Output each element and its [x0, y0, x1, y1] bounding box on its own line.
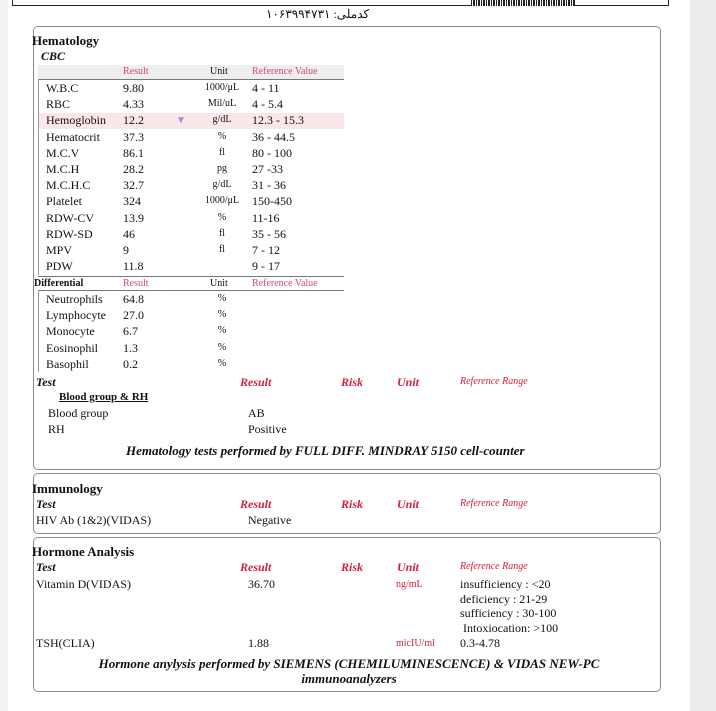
- cbc-row-name: Platelet: [46, 194, 82, 209]
- cbc-row-ref: 36 - 44.5: [252, 129, 295, 144]
- blood-risk-label: Risk: [341, 375, 364, 389]
- cbc-row-name: RDW-CV: [46, 210, 94, 225]
- diff-row-name: Monocyte: [46, 324, 95, 339]
- cbc-row-name: Hemoglobin: [46, 113, 106, 128]
- cbc-left-line: [38, 79, 39, 275]
- right-margin-strip: [690, 0, 716, 711]
- national-code: [266, 7, 369, 22]
- tsh-unit: micIU/ml: [396, 638, 435, 649]
- hormone-title: Hormone Analysis: [32, 544, 135, 559]
- cbc-row-ref: 80 - 100: [252, 145, 292, 160]
- hormone-ref-label: Reference Range: [460, 561, 528, 572]
- low-flag-icon: ▼: [176, 115, 186, 127]
- hormone-result-label: Result: [240, 560, 272, 574]
- hormone-unit-label: Unit: [397, 560, 420, 574]
- cbc-row-unit: 1000/μL: [204, 195, 240, 207]
- cbc-row-result: 13.9: [123, 210, 144, 225]
- hormone-test-label: Test: [36, 560, 56, 574]
- report-page: [8, 0, 690, 711]
- cbc-row-ref: 35 - 56: [252, 226, 286, 241]
- diff-row-result: 64.8: [123, 292, 144, 306]
- cbc-row-result: 4.33: [123, 97, 144, 112]
- cbc-row-ref: 7 - 12: [252, 243, 280, 257]
- cbc-col-result: Result: [123, 66, 149, 77]
- cbc-row-unit: g/dL: [212, 114, 232, 126]
- cbc-row-ref: 4 - 5.4: [252, 97, 283, 112]
- differential-title: Differential: [34, 278, 84, 289]
- barcode-strip: [471, 0, 575, 6]
- blood-unit-label: Unit: [397, 375, 420, 389]
- cbc-title: CBC: [41, 49, 66, 63]
- cbc-row-unit: fl: [218, 244, 226, 255]
- cbc-row-result: 32.7: [123, 178, 144, 193]
- immuno-ref-label: Reference Range: [460, 498, 528, 509]
- cbc-row-name: M.C.H.C: [46, 178, 91, 193]
- diff-row-result: 6.7: [123, 324, 138, 339]
- blood-group-title: Blood group & RH: [59, 391, 149, 403]
- blood-ref-label: Reference Range: [460, 376, 528, 387]
- cbc-row-result: 86.1: [123, 145, 144, 160]
- vitd-ref-block: [460, 577, 558, 635]
- vitd-ref-line: insufficiency : <20: [460, 577, 551, 591]
- cbc-row-ref: 11-16: [252, 210, 280, 225]
- immuno-unit-label: Unit: [397, 497, 420, 511]
- hiv-name: HIV Ab (1&2)(VIDAS): [36, 513, 152, 527]
- cbc-row-ref: 9 - 17: [252, 259, 280, 274]
- vitd-ref-line: Intoxiocation: >100: [463, 620, 559, 635]
- blood-result-label: Result: [240, 375, 272, 389]
- rh-result: Positive: [248, 422, 287, 436]
- immuno-result-label: Result: [240, 497, 272, 511]
- diff-row-name: Basophil: [46, 356, 89, 371]
- blood-group-result: AB: [248, 406, 265, 420]
- hematology-title: Hematology: [32, 33, 100, 48]
- cbc-row-name: MPV: [46, 243, 73, 257]
- immuno-test-label: Test: [36, 497, 56, 511]
- national-code-value: ۱۰۶۳۹۹۴۷۳۱: [266, 7, 331, 21]
- tsh-name: TSH(CLIA): [36, 636, 95, 650]
- cbc-col-unit: Unit: [210, 66, 228, 77]
- diff-row-result: 1.3: [123, 340, 138, 355]
- blood-group-name: Blood group: [48, 406, 109, 420]
- cbc-row-result: 11.8: [123, 259, 144, 274]
- cbc-row-ref: 27 -33: [252, 162, 283, 176]
- hematology-note: Hematology tests performed by FULL DIFF. MINDRAY 5150 cell-counter: [126, 443, 525, 458]
- cbc-row-name: M.C.H: [46, 162, 80, 176]
- cbc-row-ref: 31 - 36: [252, 178, 286, 193]
- cbc-row-unit: Mil/uL: [207, 98, 237, 110]
- cbc-row-result: 12.2: [123, 113, 144, 128]
- diff-col-result: Result: [123, 278, 149, 289]
- vitd-ref-line: deficiency : 21-29: [460, 591, 548, 606]
- cbc-row-result: 9.80: [123, 81, 144, 95]
- cbc-row-unit: %: [217, 130, 227, 142]
- cbc-row-result: 46: [123, 226, 135, 241]
- cbc-row-name: W.B.C: [46, 81, 79, 95]
- diff-row-result: 0.2: [123, 356, 138, 371]
- national-code-label: کدملی:: [333, 7, 370, 21]
- cbc-row-name: RBC: [46, 97, 71, 112]
- diff-row-unit: %: [217, 293, 227, 304]
- cbc-row-unit: fl: [218, 146, 226, 158]
- hormone-note-line1: Hormone anylysis performed by SIEMENS (CHEMILUMINESCENCE) & VIDAS NEW-PC: [98, 656, 600, 671]
- cbc-row-result: 324: [123, 194, 141, 209]
- cbc-row-name: RDW-SD: [46, 226, 93, 241]
- cbc-row-unit: g/dL: [212, 179, 232, 191]
- cbc-header-line: [38, 79, 344, 80]
- cbc-col-ref: Reference Value: [252, 66, 318, 77]
- diff-top-line: [38, 276, 344, 277]
- blood-test-label: Test: [36, 375, 56, 389]
- vitd-result: 36.70: [248, 577, 275, 591]
- diff-row-result: 27.0: [123, 308, 144, 323]
- cbc-row-ref: 4 - 11: [252, 81, 280, 95]
- diff-row-unit: %: [217, 325, 227, 337]
- diff-header-line: [38, 290, 344, 291]
- cbc-row-unit: %: [217, 211, 227, 223]
- diff-col-unit: Unit: [210, 278, 228, 289]
- cbc-row-name: PDW: [46, 259, 73, 274]
- cbc-row-name: Hematocrit: [46, 129, 100, 144]
- immuno-risk-label: Risk: [341, 497, 364, 511]
- diff-row-name: Neutrophils: [46, 292, 103, 306]
- vitd-ref-line: sufficiency : 30-100: [460, 606, 557, 620]
- cbc-row-unit: fl: [218, 227, 226, 239]
- diff-row-name: Eosinophil: [46, 340, 99, 355]
- rh-name: RH: [48, 422, 65, 436]
- diff-left-line: [38, 290, 39, 372]
- vitd-name: Vitamin D(VIDAS): [36, 577, 131, 591]
- cbc-row-unit: 1000/μL: [204, 82, 240, 93]
- cbc-row-result: 9: [123, 243, 129, 257]
- cbc-row-name: M.C.V: [46, 145, 80, 160]
- hormone-risk-label: Risk: [341, 560, 364, 574]
- diff-row-name: Lymphocyte: [46, 308, 106, 323]
- hiv-result: Negative: [248, 513, 292, 527]
- diff-row-unit: %: [217, 341, 227, 353]
- cbc-row-result: 28.2: [123, 162, 144, 176]
- cbc-row-ref: 150-450: [252, 194, 292, 209]
- cbc-row-ref: 12.3 - 15.3: [252, 113, 304, 128]
- cbc-row-result: 37.3: [123, 129, 144, 144]
- diff-row-unit: %: [217, 309, 227, 321]
- immunology-title: Immunology: [32, 481, 103, 496]
- diff-col-ref: Reference Value: [252, 278, 318, 289]
- diff-row-unit: %: [217, 357, 227, 369]
- cbc-row-unit: pg: [217, 163, 227, 174]
- tsh-result: 1.88: [248, 636, 269, 650]
- vitd-unit: ng/mL: [396, 579, 423, 590]
- hormone-note-line2: immunoanalyzers: [301, 671, 397, 686]
- tsh-ref: 0.3-4.78: [460, 636, 500, 650]
